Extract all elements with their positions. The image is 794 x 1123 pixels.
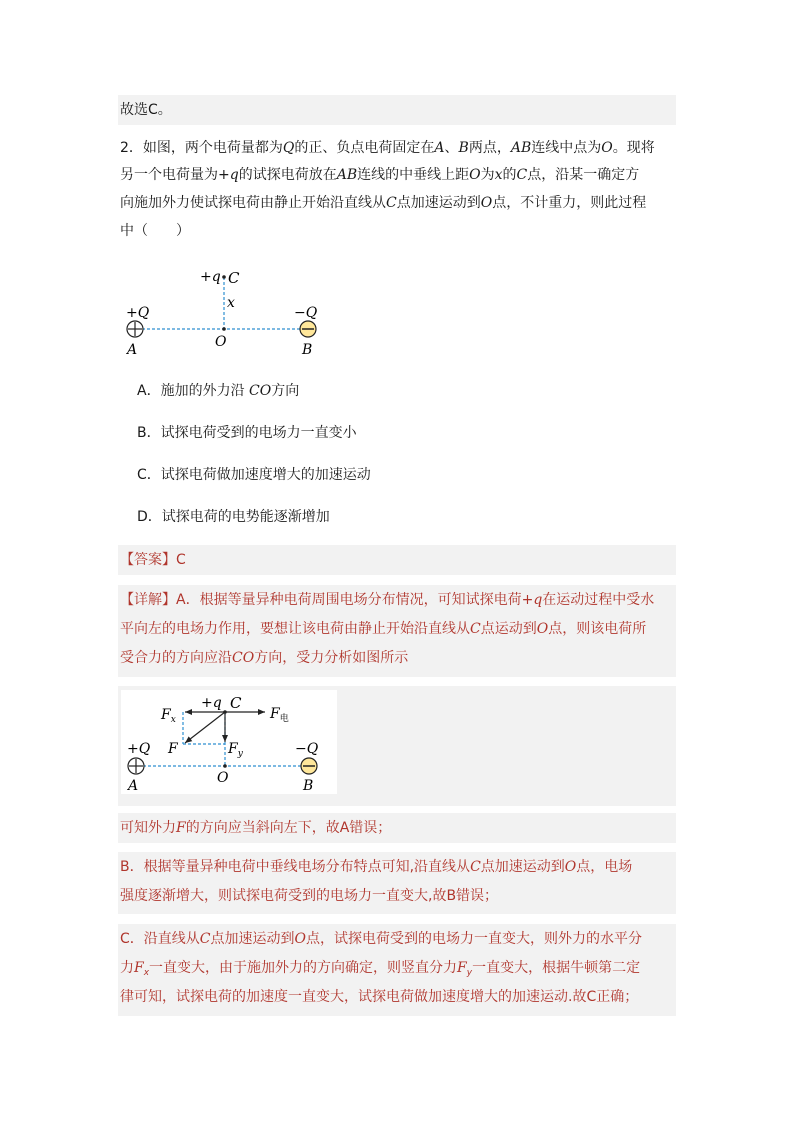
b-label-2: B bbox=[303, 778, 314, 794]
reason-c-line-1: C．沿直线从C点加速运动到O点，试探电荷受到的电场力一直变大，则外力的水平分 bbox=[120, 931, 642, 947]
option-d[interactable]: D．试探电荷的电势能逐渐增加 bbox=[137, 509, 330, 525]
a-label-2: A bbox=[128, 778, 139, 794]
c-label-2: C bbox=[230, 694, 242, 712]
option-b[interactable]: B．试探电荷受到的电场力一直变小 bbox=[137, 425, 357, 441]
a-label: A bbox=[127, 342, 138, 358]
f-electric-label: $F_电$ bbox=[270, 706, 289, 724]
detail-line-1: 【详解】A．根据等量异种电荷周围电场分布情况，可知试探电荷+q在运动过程中受水 bbox=[120, 592, 655, 608]
plus-q-label-2: +q bbox=[201, 695, 222, 711]
negative-charge-symbol-2 bbox=[301, 758, 317, 774]
positive-charge-symbol-2 bbox=[128, 758, 144, 774]
reason-b-line-1: B．根据等量异种电荷中垂线电场分布特点可知,沿直线从C点加速运动到O点，电场 bbox=[120, 859, 633, 875]
point-o-dot bbox=[222, 327, 226, 331]
f-label: F bbox=[168, 741, 178, 757]
prev-conclusion: 故选C。 bbox=[120, 102, 172, 118]
detail-line-2: 平向左的电场力作用，要想让该电荷由静止开始沿直线从C点运动到O点，则该电荷所 bbox=[120, 621, 647, 637]
detail-line-3: 受合力的方向应沿CO方向，受力分析如图所示 bbox=[120, 650, 409, 666]
x-label: x bbox=[227, 295, 235, 311]
reason-c-line-3: 律可知，试探电荷的加速度一直变大，试探电荷做加速度增大的加速运动.故C正确； bbox=[120, 989, 639, 1005]
point-c-dot bbox=[222, 275, 226, 279]
option-a[interactable]: A．施加的外力沿 CO方向 bbox=[137, 383, 300, 399]
minus-big-q-label: −Q bbox=[294, 305, 318, 321]
o-label: O bbox=[215, 334, 227, 350]
point-c-dot-2 bbox=[223, 710, 227, 714]
answer-panel bbox=[118, 545, 676, 575]
question-line-4: 中（ ） bbox=[120, 223, 190, 239]
plus-q-label: +q bbox=[200, 269, 221, 285]
o-label-2: O bbox=[217, 770, 229, 786]
plus-big-q-label: +Q bbox=[126, 305, 150, 321]
reason-c-line-2: 力$F_x$一直变大，由于施加外力的方向确定，则竖直分力$F_y$一直变大，根据牛顿第二定 bbox=[120, 960, 641, 978]
figure-2-diagram bbox=[121, 690, 337, 794]
negative-charge-symbol bbox=[300, 321, 316, 337]
fy-label: $F_y$ bbox=[228, 741, 243, 759]
positive-charge-symbol bbox=[127, 321, 143, 337]
c-label: C bbox=[228, 269, 240, 287]
prev-conclusion-panel bbox=[118, 95, 676, 125]
fx-label: $F_x$ bbox=[161, 707, 176, 725]
f-resultant-arrow bbox=[185, 712, 225, 743]
minus-big-q-label-2: −Q bbox=[295, 741, 319, 757]
reason-b-line-2: 强度逐渐增大，则试探电荷受到的电场力一直变大,故B错误； bbox=[120, 888, 499, 904]
plus-big-q-label-2: +Q bbox=[127, 741, 151, 757]
question-line-3: 向施加外力使试探电荷由静止开始沿直线从C点加速运动到O点，不计重力，则此过程 bbox=[120, 195, 647, 211]
question-line-2: 另一个电荷量为+q的试探电荷放在AB连线的中垂线上距O为x的C点，沿某一确定方 bbox=[120, 167, 640, 183]
b-label: B bbox=[302, 342, 313, 358]
question-line-1: 2．如图，两个电荷量都为Q的正、负点电荷固定在A、B两点，AB连线中点为O。现将 bbox=[120, 140, 655, 156]
option-c[interactable]: C．试探电荷做加速度增大的加速运动 bbox=[137, 467, 371, 483]
figure-1-diagram bbox=[118, 262, 338, 362]
point-o-dot-2 bbox=[223, 764, 227, 768]
answer-line: 【答案】C bbox=[120, 552, 186, 568]
conclusion-a-line: 可知外力F的方向应当斜向左下，故A错误； bbox=[120, 820, 392, 836]
